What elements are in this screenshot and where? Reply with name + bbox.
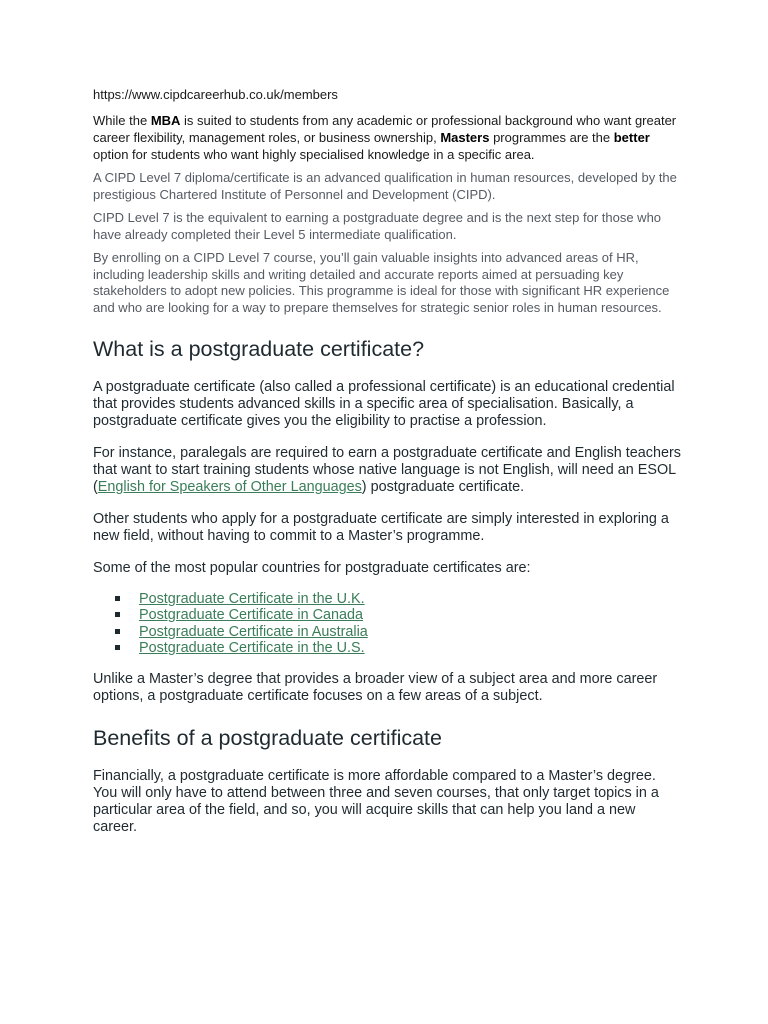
intro-text-4: option for students who want highly specialised knowledge in a specific area.	[93, 147, 535, 162]
section1-p2-text-post: ) postgraduate certificate.	[361, 479, 525, 495]
list-item	[115, 624, 683, 640]
intro-text-1: While the	[93, 113, 151, 128]
cipd-paragraph-3: By enrolling on a CIPD Level 7 course, you’ll gain valuable insights into advanced areas of HR, including leadership skills and writing detailed and accurate reports aimed at persuading key stakeholders to adopt new policies. This programme is ideal for those with significant HR experience and who are looking for a way to prepare themselves for strategic senior roles in human resources.	[93, 250, 670, 315]
section1-paragraph-1: A postgraduate certificate (also called a professional certificate) is an educational credential that provides students advanced skills in a specific area of specialisation. Basically, a postgraduate certificate gives you the eligibility to practise a profession.	[93, 379, 675, 429]
link-certificate-us[interactable]: Postgraduate Certificate in the U.S.	[139, 639, 365, 656]
countries-link-list	[93, 591, 683, 656]
section1-paragraph-2	[93, 445, 683, 496]
section1-paragraph-5: Unlike a Master’s degree that provides a broader view of a subject area and more career options, a postgraduate certificate focuses on a few areas of a subject.	[93, 671, 658, 705]
section2-paragraph-1: Financially, a postgraduate certificate is more affordable compared to a Master’s degree. You will only have to attend between three and seven courses, that only target topics in a particular area of the field, and so, you will acquire skills that can help you land a new career.	[93, 768, 659, 836]
list-item	[115, 607, 683, 623]
heading-benefits: Benefits of a postgraduate certificate	[93, 726, 442, 751]
esol-link[interactable]: English for Speakers of Other Languages	[97, 479, 362, 495]
square-bullet-icon	[115, 612, 120, 617]
document-content	[93, 86, 683, 851]
square-bullet-icon	[115, 596, 120, 601]
heading-what-is-postgraduate-certificate: What is a postgraduate certificate?	[93, 337, 425, 361]
square-bullet-icon	[115, 629, 120, 634]
section1-paragraph-3: Other students who apply for a postgraduate certificate are simply interested in exploring a new field, without having to commit to a Master’s programme.	[93, 511, 669, 544]
cipd-paragraph-1: A CIPD Level 7 diploma/certificate is an advanced qualification in human resources, developed by the prestigious Chartered Institute of Personnel and Development (CIPD).	[93, 170, 677, 202]
cipd-paragraph-2: CIPD Level 7 is the equivalent to earning a postgraduate degree and is the next step for those who have already completed their Level 5 intermediate qualification.	[93, 210, 662, 242]
square-bullet-icon	[115, 645, 120, 650]
intro-text-3: programmes are the	[489, 130, 614, 145]
intro-text-2: is suited to students from any academic or professional background who want greater career flexibility, management roles, or business ownership,	[93, 113, 677, 145]
link-certificate-australia[interactable]: Postgraduate Certificate in Australia	[139, 623, 368, 640]
list-item	[115, 640, 683, 656]
intro-bold-better: better	[613, 130, 650, 145]
source-url: https://www.cipdcareerhub.co.uk/members	[93, 87, 338, 102]
link-certificate-uk[interactable]: Postgraduate Certificate in the U.K.	[139, 591, 365, 607]
intro-bold-masters: Masters	[440, 130, 490, 145]
section1-p2-text-pre: For instance, paralegals are required to earn a postgraduate certificate and English teachers that want to start training students whose native language is not English, will need an ESOL (	[93, 445, 681, 495]
section1-paragraph-4: Some of the most popular countries for postgraduate certificates are:	[93, 560, 531, 576]
link-certificate-canada[interactable]: Postgraduate Certificate in Canada	[139, 607, 363, 624]
intro-paragraph	[93, 112, 683, 163]
list-item	[115, 591, 683, 607]
intro-bold-mba: MBA	[150, 113, 181, 128]
